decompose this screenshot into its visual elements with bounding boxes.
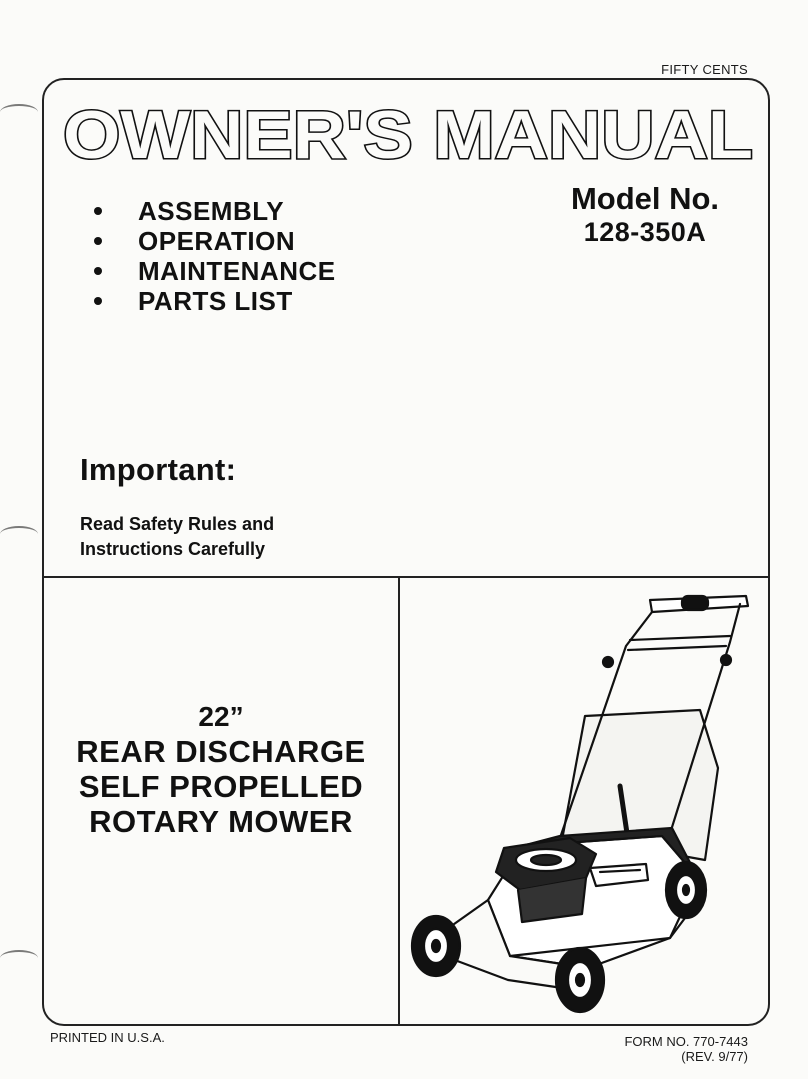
safety-note-line: Read Safety Rules and — [80, 514, 275, 534]
model-label: Model No. — [570, 181, 720, 216]
product-line: SELF PROPELLED — [78, 769, 364, 804]
punch-hole-mark — [0, 526, 38, 542]
punch-hole-mark — [0, 950, 38, 966]
important-heading: Important: — [80, 452, 237, 487]
product-description — [44, 700, 398, 839]
model-block — [560, 182, 730, 248]
topic-item: PARTS LIST — [92, 286, 336, 316]
lawn-mower-drawing — [400, 578, 768, 1024]
product-line: ROTARY MOWER — [89, 804, 353, 839]
topic-item: ASSEMBLY — [92, 196, 336, 226]
manual-title-lettering — [58, 98, 758, 168]
price-note: FIFTY CENTS — [661, 62, 748, 77]
printed-note: PRINTED IN U.S.A. — [50, 1030, 165, 1045]
form-number: FORM NO. 770-7443 — [624, 1034, 748, 1049]
model-number: 128-350A — [583, 217, 707, 247]
manual-title — [58, 98, 758, 168]
safety-note — [80, 512, 274, 562]
manual-title-text: OWNER'S MANUAL — [63, 98, 753, 168]
topic-item: OPERATION — [92, 226, 336, 256]
form-number-block — [624, 1034, 748, 1064]
punch-hole-mark — [0, 104, 38, 120]
product-line: REAR DISCHARGE — [76, 734, 366, 769]
safety-note-line: Instructions Carefully — [80, 539, 266, 559]
mower-illustration — [400, 578, 768, 1024]
topic-item: MAINTENANCE — [92, 256, 336, 286]
product-size: 22” — [198, 701, 244, 732]
topics-list — [92, 196, 336, 316]
revision-note: (REV. 9/77) — [681, 1049, 748, 1064]
